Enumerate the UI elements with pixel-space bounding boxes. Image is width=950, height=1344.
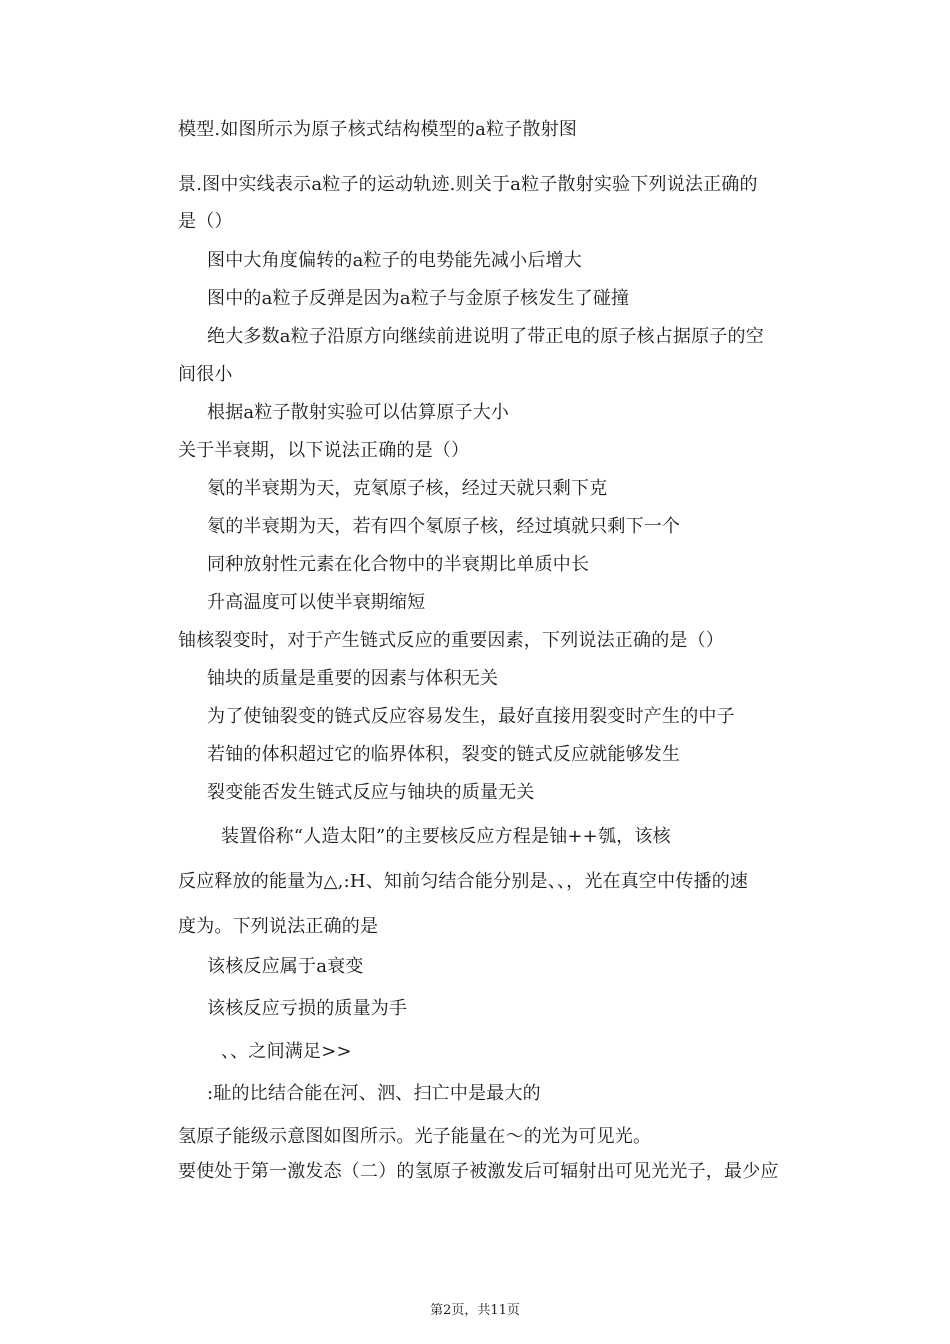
text-line: 图中的a粒子反弹是因为a粒子与金原子核发生了碰撞 bbox=[207, 288, 630, 309]
text-line: 氡的半衰期为天，克氡原子核，经过天就只剩下克 bbox=[207, 478, 608, 499]
text-line: 绝大多数a粒子沿原方向继续前进说明了带正电的原子核占据原子的空 bbox=[207, 326, 764, 347]
text-line: 景.图中实线表示a粒子的运动轨迹.则关于a粒子散射实验下列说法正确的 bbox=[178, 174, 758, 195]
text-line: 根据a粒子散射实验可以估算原子大小 bbox=[207, 402, 510, 423]
text-line: 装置俗称“人造太阳”的主要核反应方程是铀++瓠，该核 bbox=[221, 826, 671, 847]
text-line: 铀块的质量是重要的因素与体积无关 bbox=[207, 668, 499, 689]
text-line: 间很小 bbox=[178, 364, 233, 385]
text-line: 该核反应属于a衰变 bbox=[207, 956, 364, 977]
text-line: 氡的半衰期为天，若有四个氡原子核，经过填就只剩下一个 bbox=[207, 516, 681, 537]
text-line: 若铀的体积超过它的临界体积，裂变的链式反应就能够发生 bbox=[207, 744, 681, 765]
text-line: 图中大角度偏转的a粒子的电势能先减小后增大 bbox=[207, 250, 582, 271]
text-line: 氢原子能级示意图如图所示。光子能量在〜的光为可见光。 bbox=[178, 1126, 652, 1147]
text-line: 铀核裂变时，对于产生链式反应的重要因素，下列说法正确的是（） bbox=[178, 630, 724, 651]
text-line: 是（） bbox=[178, 211, 233, 232]
text-line: 为了使铀裂变的链式反应容易发生，最好直接用裂变时产生的中子 bbox=[207, 706, 735, 727]
text-line: 该核反应亏损的质量为手 bbox=[207, 998, 408, 1019]
text-line: 反应释放的能量为△,:H、知前匀结合能分别是、、，光在真空中传播的速 bbox=[178, 871, 749, 892]
page-footer: 第2页，共11页 bbox=[430, 1303, 520, 1318]
text-line: 模型.如图所示为原子核式结构模型的a粒子散射图 bbox=[178, 119, 578, 140]
text-line: 、、之间满足>> bbox=[221, 1041, 352, 1062]
text-line: 同种放射性元素在化合物中的半衰期比单质中长 bbox=[207, 554, 590, 575]
text-line: 关于半衰期，以下说法正确的是（） bbox=[178, 440, 470, 461]
text-line: 度为。下列说法正确的是 bbox=[178, 916, 379, 937]
text-line: 要使处于第一激发态（二）的氢原子被激发后可辐射出可见光光子，最少应 bbox=[178, 1161, 779, 1182]
text-line: 升高温度可以使半衰期缩短 bbox=[207, 592, 426, 613]
text-line: 裂变能否发生链式反应与铀块的质量无关 bbox=[207, 782, 535, 803]
text-line: :耻的比结合能在河、泗、扫亡中是最大的 bbox=[207, 1083, 541, 1104]
